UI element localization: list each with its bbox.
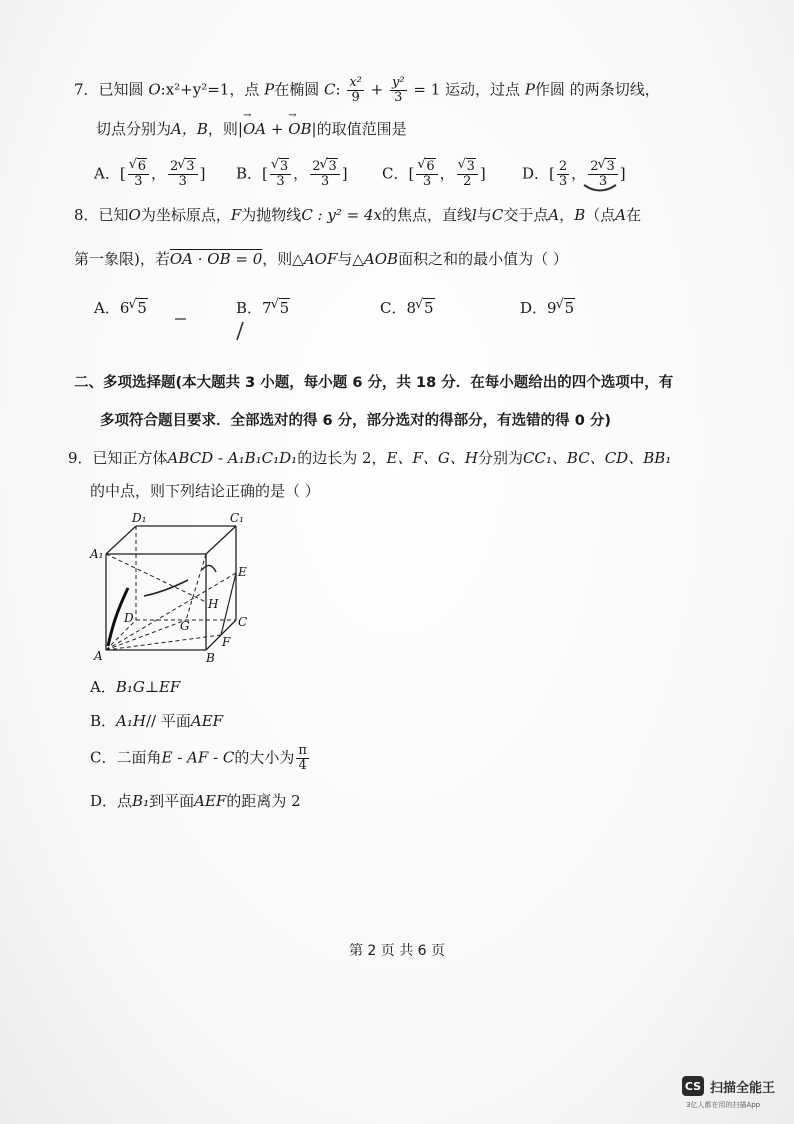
- q7-option-b[interactable]: B．[ √ $\frac{3}{3}$ ， $\frac{2√ 3}{3}$ ]: [236, 160, 348, 189]
- q7-option-c[interactable]: C．[ √ $\frac{6}{3}$ ， √ $\frac{3}{2}$ ]: [382, 160, 486, 189]
- q9-option-d[interactable]: D．点B₁到平面AEF的距离为 2: [90, 792, 301, 810]
- q7-option-d[interactable]: D．[ $\frac{2}{3}$ ， $\frac{2√ 3}{3}$ ]: [522, 160, 626, 189]
- q9-option-a[interactable]: A．B₁G⊥EF: [90, 678, 181, 696]
- vector-oa: → OA: [243, 120, 266, 139]
- q9-line1: 9．已知正方体ABCD - A₁B₁C₁D₁的边长为 2，E、F、G、H分别为CC₁、BC、CD、BB₁: [68, 449, 672, 467]
- segment-b1g: [186, 554, 206, 620]
- segment-af: [106, 635, 221, 650]
- label-d: D: [124, 611, 134, 625]
- app-name: 扫描全能王: [710, 1080, 776, 1096]
- q8-option-b[interactable]: B．7√ 5: [236, 297, 290, 318]
- fraction: $\frac{\text{x²}}{9}$: [349, 75, 362, 105]
- q8-line2: 第一象限)，若OA · OB = 0，则△AOF与△AOB面积之和的最小值为（ ）: [74, 250, 568, 268]
- label-a1: A₁: [90, 547, 104, 561]
- label-a: A: [94, 649, 103, 663]
- q8-option-c[interactable]: C．8√ 5: [380, 297, 435, 318]
- segment-ef: [221, 573, 236, 635]
- q7-number: 7．已知圆: [74, 80, 144, 99]
- q7-line2: 切点分别为A，B，则|→ OA + → OB|的取值范围是: [96, 120, 407, 139]
- q8-option-a[interactable]: A．6√ 5: [94, 297, 148, 318]
- label-e: E: [238, 565, 247, 579]
- q9-option-b[interactable]: B．A₁H// 平面AEF: [90, 712, 224, 730]
- q8-line1: 8．已知O为坐标原点，F为抛物线C : y² = 4x的焦点，直线l与C交于点A，B（点A在: [74, 206, 642, 224]
- pen-mark: [202, 565, 216, 572]
- label-g: G: [180, 619, 190, 633]
- section2-heading-2: 多项符合题目要求．全部选对的得 6 分，部分选对的得部分，有选错的得 0 分): [100, 413, 611, 429]
- pen-mark: [582, 182, 618, 194]
- q7-option-a[interactable]: A．[ √ $\frac{6}{3}$ ， $\frac{2√ 3}{3}$ ]: [94, 160, 205, 189]
- edge-b1c1: [206, 526, 236, 554]
- segment-ag: [106, 620, 186, 650]
- scanner-watermark: [682, 1076, 775, 1096]
- vector-ob: → OB: [288, 120, 311, 139]
- page-footer: 第 2 页 共 6 页: [348, 943, 446, 959]
- segment-a1h: [106, 554, 206, 602]
- q7-line1: 7．已知圆 O:x²+y²=1，点 P在椭圆 C: $\frac{\text{x²}}{9}$ + $\frac{\text{y²}}{3}$ = 1 运动，过点 P作圆 的两条切线，: [74, 75, 660, 105]
- label-c: C: [238, 615, 248, 629]
- label-f: F: [222, 635, 231, 649]
- camscanner-logo-icon: CS: [682, 1076, 704, 1096]
- q9-option-c[interactable]: C．二面角E - AF - C的大小为 $\frac{\pi}{4}$: [90, 743, 307, 773]
- app-tagline: 3亿人都在用的扫描App: [686, 1101, 761, 1109]
- q9-line2: 的中点，则下列结论正确的是（ ）: [90, 482, 320, 500]
- section2-heading: 二、多项选择题(本大题共 3 小题，每小题 6 分，共 18 分．在每小题给出的四个选项中，有: [74, 375, 674, 391]
- edge-a1d1: [106, 526, 136, 554]
- q8-option-d[interactable]: D．9√ 5: [520, 297, 575, 318]
- pen-mark: [234, 320, 246, 342]
- label-b: B: [206, 651, 215, 664]
- label-d1: D₁: [132, 511, 147, 525]
- label-c1: C₁: [230, 511, 244, 525]
- cube-figure: [84, 508, 264, 664]
- pen-mark: [174, 316, 188, 322]
- fraction: $\frac{\text{y²}}{3}$: [392, 75, 405, 105]
- label-h: H: [208, 597, 219, 611]
